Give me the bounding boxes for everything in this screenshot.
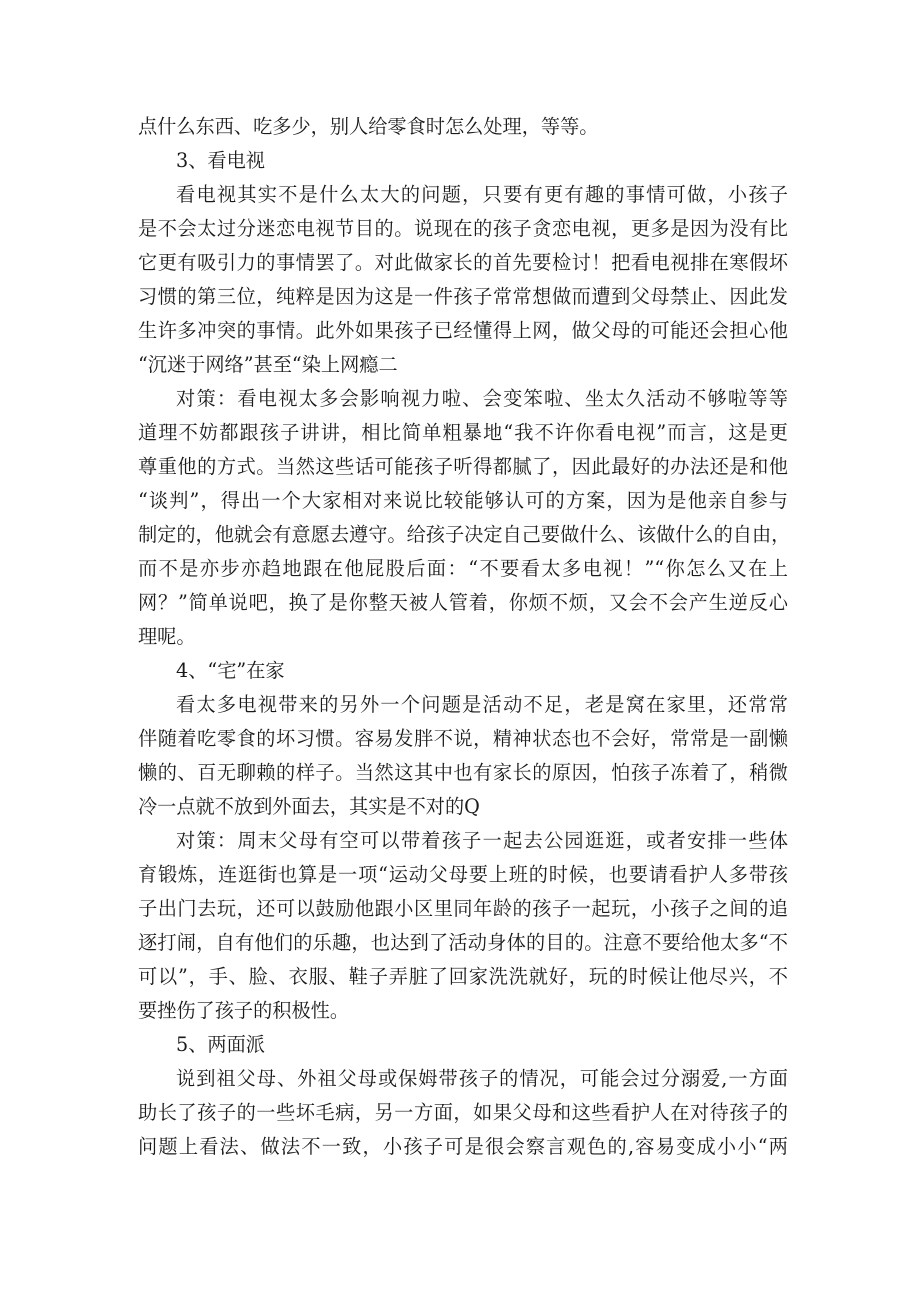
- paragraph-line: 育锻炼，连逛街也算是一项“运动父母要上班的时候，也要请看护人多带孩: [138, 863, 788, 886]
- paragraph-line: 理呢。: [138, 625, 196, 648]
- section-heading-5: 5、两面派: [176, 1033, 265, 1056]
- paragraph-line: 尊重他的方式。当然这些话可能孩子听得都腻了，因此最好的办法还是和他: [138, 455, 788, 478]
- paragraph-line: “谈判”，得出一个大家相对来说比较能够认可的方案，因为是他亲自参与: [138, 489, 788, 512]
- paragraph-line: 伴随着吃零食的坏习惯。容易发胖不说，精神状态也不会好，常常是一副懒: [138, 727, 788, 750]
- paragraph-line: 懒的、百无聊赖的样子。当然这其中也有家长的原因，怕孩子冻着了，稍微: [138, 761, 788, 784]
- body-line: 点什么东西、吃多少，别人给零食时怎么处理，等等。: [138, 115, 599, 138]
- paragraph-line: 助长了孩子的一些坏毛病，另一方面，如果父母和这些看护人在对待孩子的: [138, 1101, 788, 1124]
- paragraph-line: 子出门去玩，还可以鼓励他跟小区里同年龄的孩子一起玩，小孩子之间的追: [138, 897, 788, 920]
- paragraph-line: 它更有吸引力的事情罢了。对此做家长的首先要检讨！把看电视排在寒假坏: [138, 251, 788, 274]
- paragraph-line: 要挫伤了孩子的积极性。: [138, 999, 350, 1022]
- document-body: [138, 110, 791, 1164]
- paragraph-line: 看电视其实不是什么太大的问题，只要有更有趣的事情可做，小孩子: [176, 183, 788, 206]
- paragraph-line: 是不会太过分迷恋电视节目的。说现在的孩子贪恋电视，更多是因为没有比: [138, 217, 788, 240]
- section-heading-4: 4、“宅”在家: [176, 659, 285, 682]
- paragraph-line: 逐打闹，自有他们的乐趣，也达到了活动身体的目的。注意不要给他太多“不: [138, 931, 788, 954]
- paragraph-line: 对策：周末父母有空可以带着孩子一起去公园逛逛，或者安排一些体: [176, 829, 788, 852]
- paragraph-line: 制定的，他就会有意愿去遵守。给孩子决定自己要做什么、该做什么的自由，: [138, 523, 791, 546]
- paragraph-line: 冷一点就不放到外面去，其实是不对的Q: [138, 795, 480, 818]
- paragraph-line: 习惯的第三位，纯粹是因为这是一件孩子常常想做而遭到父母禁止、因此发: [138, 285, 788, 308]
- paragraph-line: 道理不妨都跟孩子讲讲，相比简单粗暴地“我不许你看电视”而言，这是更: [138, 421, 788, 444]
- paragraph-line: 可以”，手、脸、衣服、鞋子弄脏了回家洗洗就好，玩的时候让他尽兴，不: [138, 965, 788, 988]
- paragraph-line: 看太多电视带来的另外一个问题是活动不足，老是窝在家里，还常常: [176, 693, 788, 716]
- paragraph-line: 说到祖父母、外祖父母或保姆带孩子的情况，可能会过分溺爱,一方面: [176, 1067, 788, 1090]
- paragraph-line: 对策：看电视太多会影响视力啦、会变笨啦、坐太久活动不够啦等等: [176, 387, 788, 410]
- paragraph-line: 而不是亦步亦趋地跟在他屁股后面：“不要看太多电视！”“你怎么又在上: [138, 557, 788, 580]
- paragraph-line: 问题上看法、做法不一致，小孩子可是很会察言观色的,容易变成小小“两: [138, 1135, 788, 1158]
- section-heading-3: 3、看电视: [176, 149, 265, 172]
- paragraph-line: 生许多冲突的事情。此外如果孩子已经懂得上网，做父母的可能还会担心他: [138, 319, 788, 342]
- paragraph-line: “沉迷于网络”甚至“染上网瘾二: [138, 353, 398, 376]
- paragraph-line: 网？”简单说吧，换了是你整天被人管着，你烦不烦，又会不会产生逆反心: [138, 591, 788, 614]
